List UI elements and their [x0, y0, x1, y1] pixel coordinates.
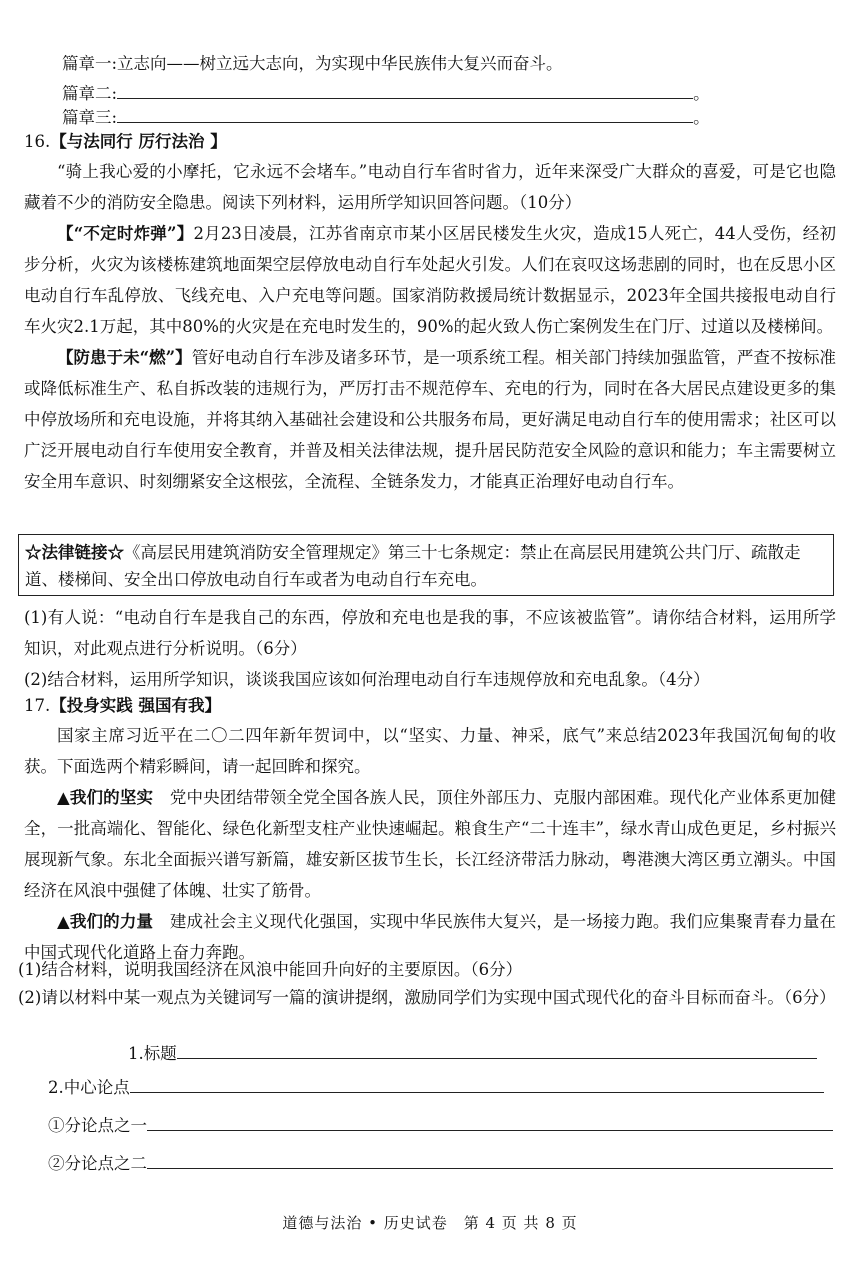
q16-material-2-title: 【防患于未“燃”】: [57, 348, 192, 367]
q16-body: [24, 156, 836, 497]
chapter-2-end: 。: [693, 84, 710, 103]
q16-material-1-title: 【“不定时炸弹”】: [57, 224, 194, 243]
q17-body: [24, 720, 836, 968]
q16-material-1-text: 2月23日凌晨，江苏省南京市某小区居民楼发生火灾，造成15人死亡，44人受伤，经初步分析，火灾为该楼栋建筑地面架空层停放电动自行车处起火引发。人们在哀叹这场悲剧的同时，也在反思小区电动自行车乱停放、飞线充电、入户充电等问题。国家消防救援局统计数据显示，2023年全国共接报电动自行车火灾2.1万起，其中80%的火灾是在充电时发生的，90%的起火致人伤亡案例发生在门厅、过道以及楼梯间。: [24, 224, 836, 336]
page-footer: 道德与法治 • 历史试卷 第 4 页 共 8 页: [282, 1214, 578, 1232]
chapter-2-blank[interactable]: [117, 80, 693, 99]
law-link-box: [18, 534, 834, 596]
chapter-2: [62, 80, 710, 106]
chapter-3-end: 。: [693, 108, 710, 127]
q17-title: 【投身实践 强国有我】: [50, 696, 221, 715]
outline-point2-blank[interactable]: [147, 1150, 833, 1169]
outline-thesis-label: 2.中心论点: [48, 1078, 130, 1097]
q17-material-2-title: ▲我们的力量: [57, 912, 154, 931]
chapter-1-text: 篇章一:立志向——树立远大志向，为实现中华民族伟大复兴而奋斗。: [62, 54, 563, 73]
q17-header: [24, 694, 221, 718]
q16-header: [24, 130, 227, 154]
outline-title-row: [128, 1040, 817, 1066]
q16-sub-1: (1)有人说：“电动自行车是我自己的东西，停放和充电也是我的事，不应该被监管”。请你结合材料，运用所学知识，对此观点进行分析说明。（6分）: [24, 608, 836, 658]
q16-material-2-text: 管好电动自行车涉及诸多环节，是一项系统工程。相关部门持续加强监管，严查不按标准或降低标准生产、私自拆改装的违规行为，严厉打击不规范停车、充电的行为，同时在各大居民点建设更多的集中停放场所和充电设施，并将其纳入基础社会建设和公共服务布局，更好满足电动自行车的使用需求；社区可以广泛开展电动自行车使用安全教育，并普及相关法律法规，提升居民防范安全风险的意识和能力；车主需要树立安全用车意识、时刻绷紧安全这根弦，全流程、全链条发力，才能真正治理好电动自行车。: [24, 348, 837, 491]
law-link-title: ☆法律链接☆: [25, 543, 124, 562]
outline-point1-label: ①分论点之一: [48, 1116, 147, 1135]
outline-point1-row: [48, 1112, 833, 1138]
q16-material-2: [24, 342, 836, 497]
q17-sub-2: (2)请以材料中某一观点为关键词写一篇的演讲提纲，激励同学们为实现中国式现代化的奋斗目标而奋斗。（6分）: [18, 988, 836, 1007]
q17-material-1-title: ▲我们的坚实: [57, 788, 154, 807]
q17-number: 17.: [24, 696, 51, 715]
q17-subquestions: [18, 956, 838, 1012]
outline-point1-blank[interactable]: [147, 1112, 833, 1131]
q16-subquestions: [24, 602, 836, 695]
q17-sub-1: (1)结合材料，说明我国经济在风浪中能回升向好的主要原因。（6分）: [18, 960, 523, 979]
outline-title-label: 1.标题: [128, 1044, 177, 1063]
q17-material-1-text: 党中央团结带领全党全国各族人民，顶住外部压力、克服内部困难。现代化产业体系更加健全，一批高端化、智能化、绿色化新型支柱产业快速崛起。粮食生产“二十连丰”，绿水青山成色更足，乡村振兴展现新气象。东北全面振兴谱写新篇，雄安新区拔节生长，长江经济带活力脉动，粤港澳大湾区勇立潮头。中国经济在风浪中强健了体魄、壮实了筋骨。: [24, 788, 837, 900]
outline-thesis-row: [48, 1074, 824, 1100]
q16-intro: “骑上我心爱的小摩托，它永远不会堵车。”电动自行车省时省力，近年来深受广大群众的喜爱，可是它也隐藏着不少的消防安全隐患。阅读下列材料，运用所学知识回答问题。（10分）: [24, 162, 836, 212]
q16-sub-2: (2)结合材料，运用所学知识，谈谈我国应该如何治理电动自行车违规停放和充电乱象。（4分）: [24, 670, 710, 689]
outline-point2-row: [48, 1150, 833, 1176]
q17-intro: 国家主席习近平在二〇二四年新年贺词中，以“坚实、力量、神采，底气”来总结2023年我国沉甸甸的收获。下面选两个精彩瞬间，请一起回眸和探究。: [24, 726, 836, 776]
chapter-3-blank[interactable]: [117, 104, 693, 123]
chapter-1: [62, 52, 563, 76]
outline-title-blank[interactable]: [177, 1040, 817, 1059]
q16-material-1: [24, 218, 836, 342]
q16-number: 16.: [24, 132, 51, 151]
q16-title: 【与法同行 厉行法治 】: [50, 132, 227, 151]
chapter-3-label: 篇章三:: [62, 108, 118, 127]
chapter-2-label: 篇章二:: [62, 84, 118, 103]
q17-material-2-text: 建成社会主义现代化强国，实现中华民族伟大复兴，是一场接力跑。我们应集聚青春力量在中国式现代化道路上奋力奔跑。: [24, 912, 837, 962]
outline-point2-label: ②分论点之二: [48, 1154, 147, 1173]
outline-thesis-blank[interactable]: [130, 1074, 824, 1093]
chapter-3: [62, 104, 710, 130]
q17-material-1: [24, 782, 836, 906]
law-link-text: 《高层民用建筑消防安全管理规定》第三十七条规定：禁止在高层民用建筑公共门厅、疏散走道、楼梯间、安全出口停放电动自行车或者为电动自行车充电。: [25, 543, 801, 589]
